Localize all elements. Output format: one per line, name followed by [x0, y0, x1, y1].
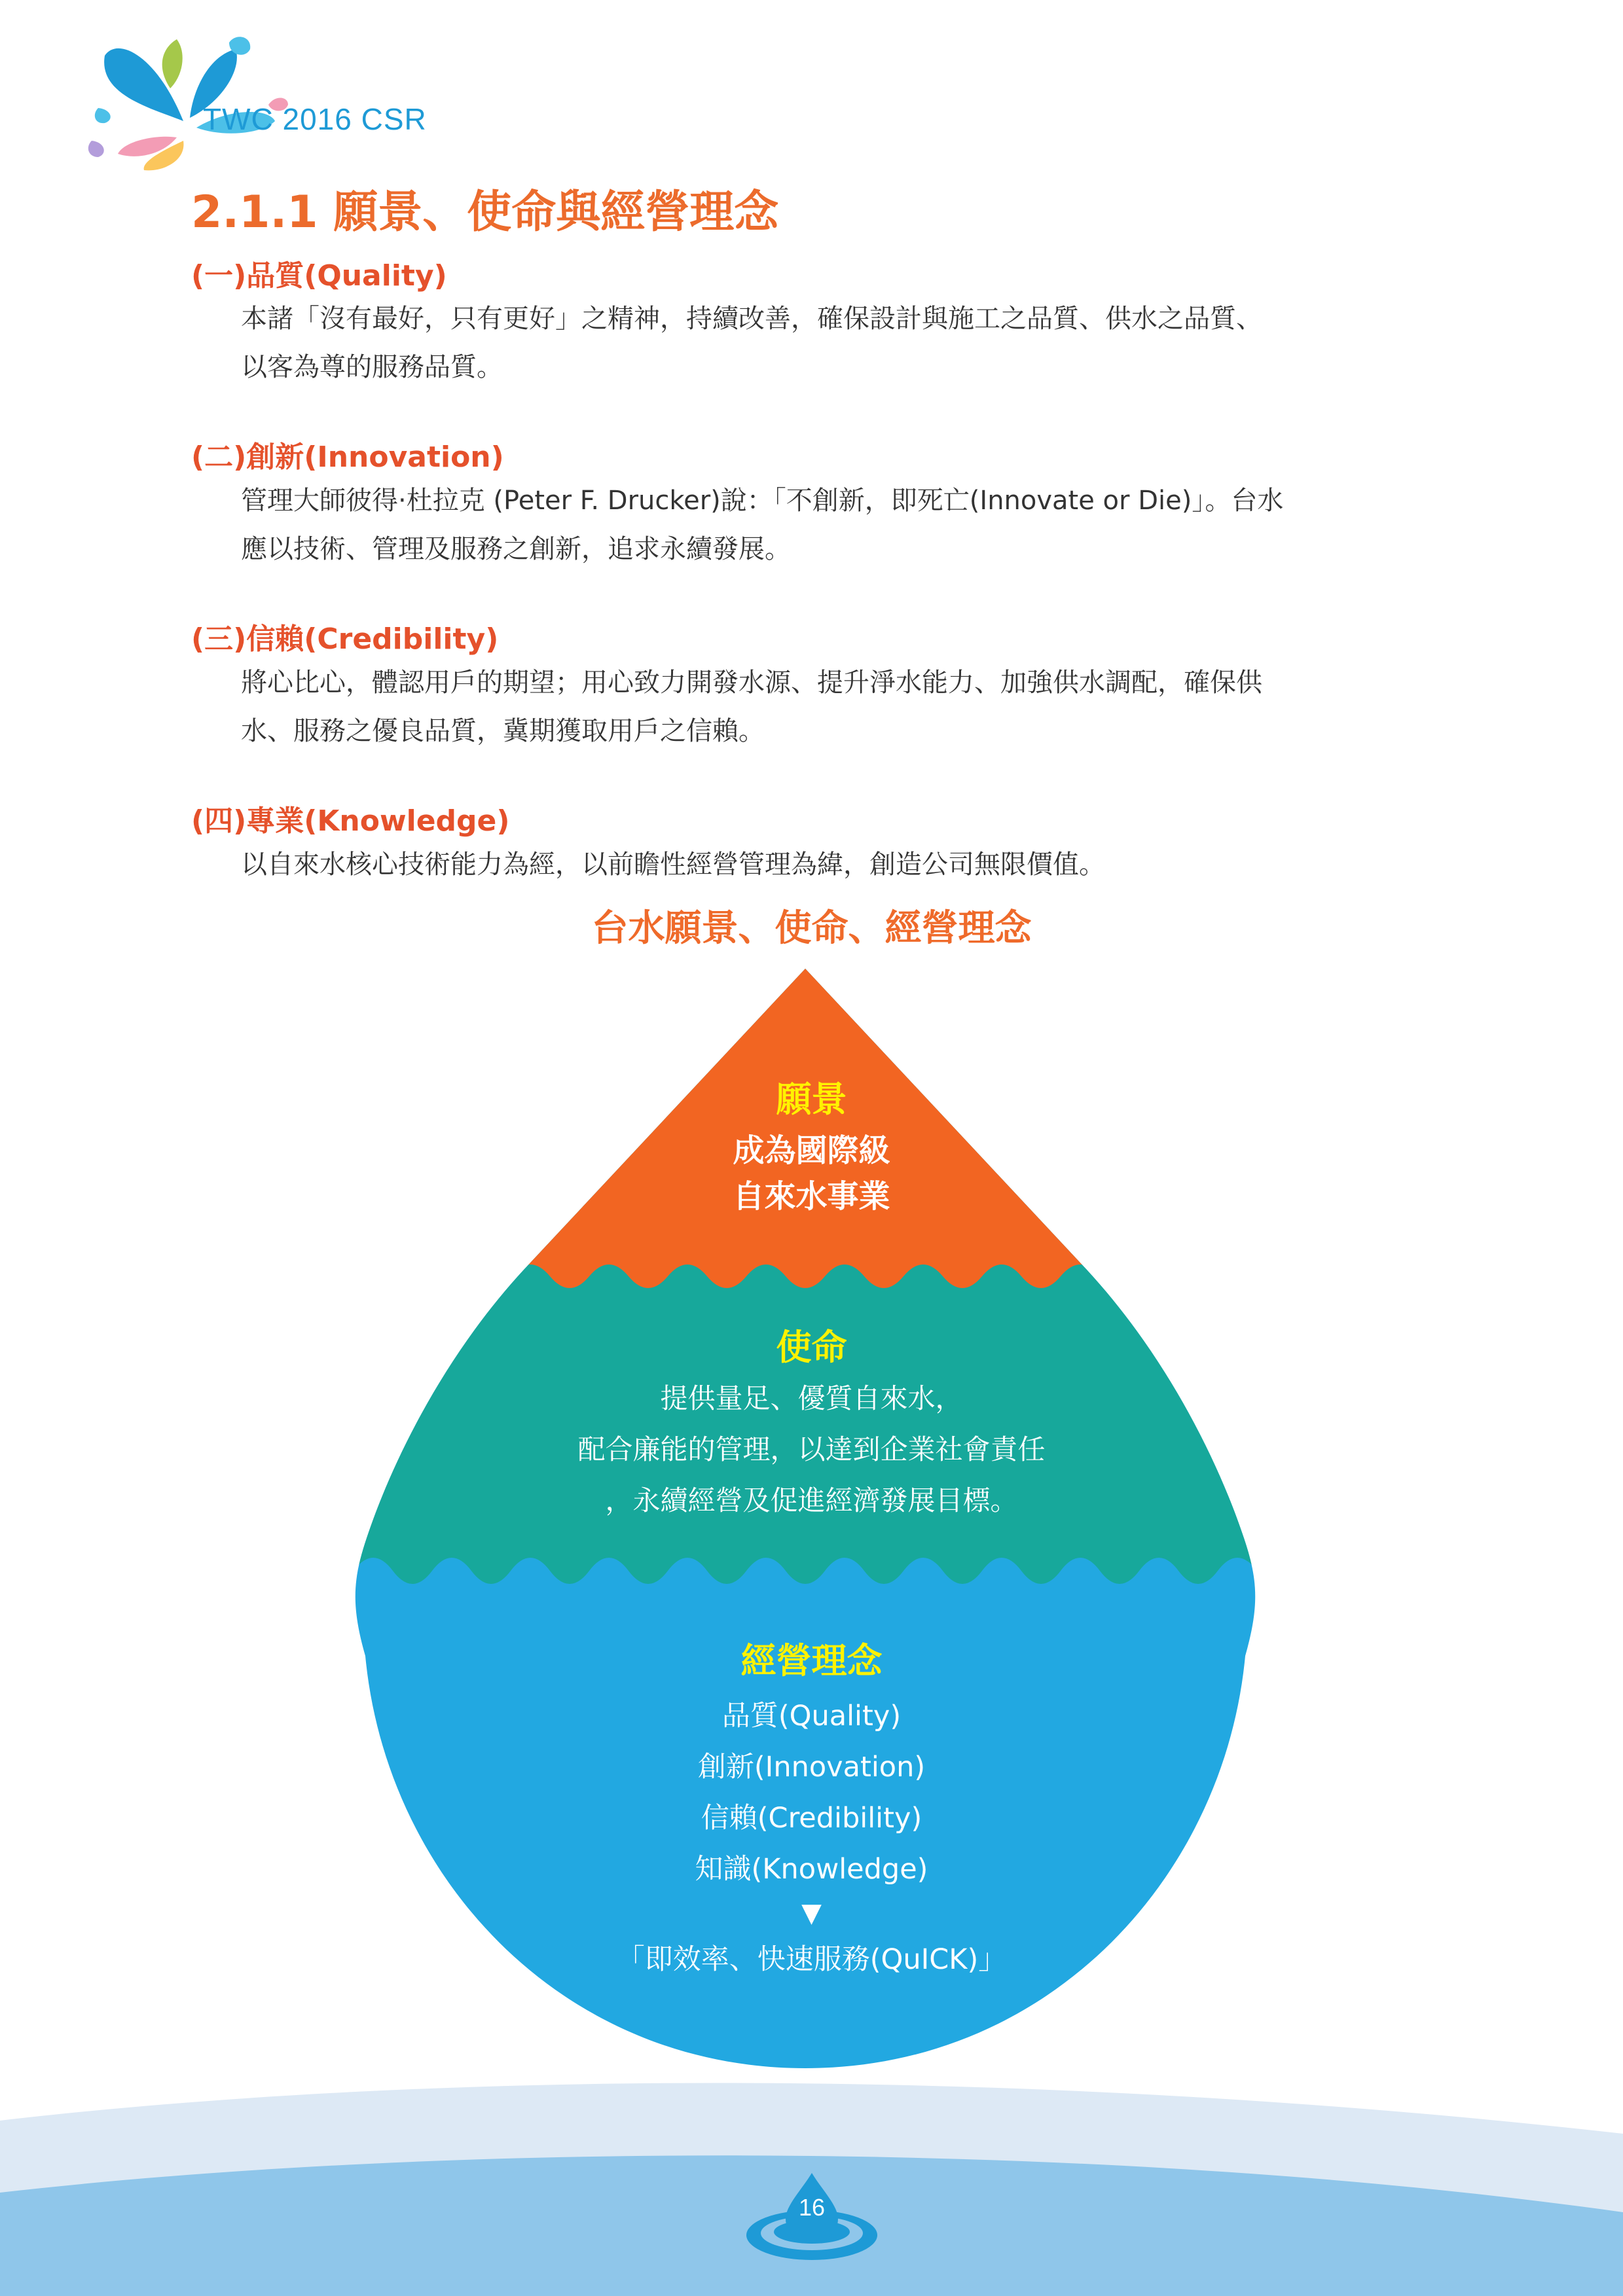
philosophy-heading: 經營理念: [740, 1640, 883, 1681]
item-body-line: 水、服務之優良品質，冀期獲取用戶之信賴。: [241, 716, 765, 746]
vision-heading: 願景: [776, 1079, 847, 1120]
vision-layer: [354, 962, 1257, 1288]
item-body-line: 應以技術、管理及服務之創新，追求永續發展。: [241, 534, 791, 564]
mission-line: ，永續經營及促進經濟發展目標。: [605, 1484, 1018, 1516]
item-body-line: 本諸「沒有最好，只有更好」之精神，持續改善，確保設計與施工之品質、供水之品質、: [241, 304, 1262, 334]
philosophy-item: 創新(Innovation): [697, 1751, 926, 1784]
item-heading-knowledge: (四)專業(Knowledge): [191, 804, 510, 838]
item-body-line: 以客為尊的服務品質。: [241, 352, 503, 382]
page-number: 16: [798, 2194, 826, 2221]
philosophy-summary: 「即效率、快速服務(QuICK)」: [616, 1943, 1007, 1976]
item-heading-quality: (一)品質(Quality): [191, 259, 447, 293]
item-body-line: 以自來水核心技術能力為經，以前瞻性經營管理為緯，創造公司無限價值。: [241, 850, 1105, 880]
vision-line: 自來水事業: [733, 1178, 890, 1215]
philosophy-item: 品質(Quality): [721, 1700, 902, 1732]
item-body-innovation: [241, 476, 1432, 573]
mission-line: 提供量足、優質自來水，: [660, 1382, 963, 1414]
section-title: 2.1.1 願景、使命與經營理念: [191, 187, 779, 238]
vision-line: 成為國際級: [733, 1132, 890, 1169]
mission-text: [0, 1373, 1623, 1526]
down-arrow-icon: ▼: [801, 1898, 822, 1928]
philosophy-item: 知識(Knowledge): [695, 1853, 928, 1886]
item-body-line: 將心比心，體認用戶的期望；用心致力開發水源、提升淨水能力、加強供水調配，確保供: [241, 668, 1262, 698]
logo-text: TWC 2016 CSR: [203, 102, 427, 136]
mission-heading: 使命: [776, 1327, 847, 1368]
vision-text: [0, 1128, 1623, 1219]
mission-line: 配合廉能的管理，以達到企業社會責任: [577, 1433, 1046, 1465]
diagram-title: 台水願景、使命、經營理念: [591, 907, 1032, 950]
footer-wave: [0, 2062, 1623, 2296]
item-heading-innovation: (二)創新(Innovation): [191, 440, 504, 474]
item-body-knowledge: [241, 840, 1432, 889]
item-body-quality: [241, 295, 1432, 391]
item-heading-credibility: (三)信賴(Credibility): [191, 622, 499, 656]
item-body-line: 管理大師彼得·杜拉克 (Peter F. Drucker)說：「不創新，即死亡(Innovate or Die)」。台水: [241, 486, 1284, 516]
item-body-credibility: [241, 658, 1432, 755]
philosophy-item: 信賴(Credibility): [701, 1802, 922, 1835]
